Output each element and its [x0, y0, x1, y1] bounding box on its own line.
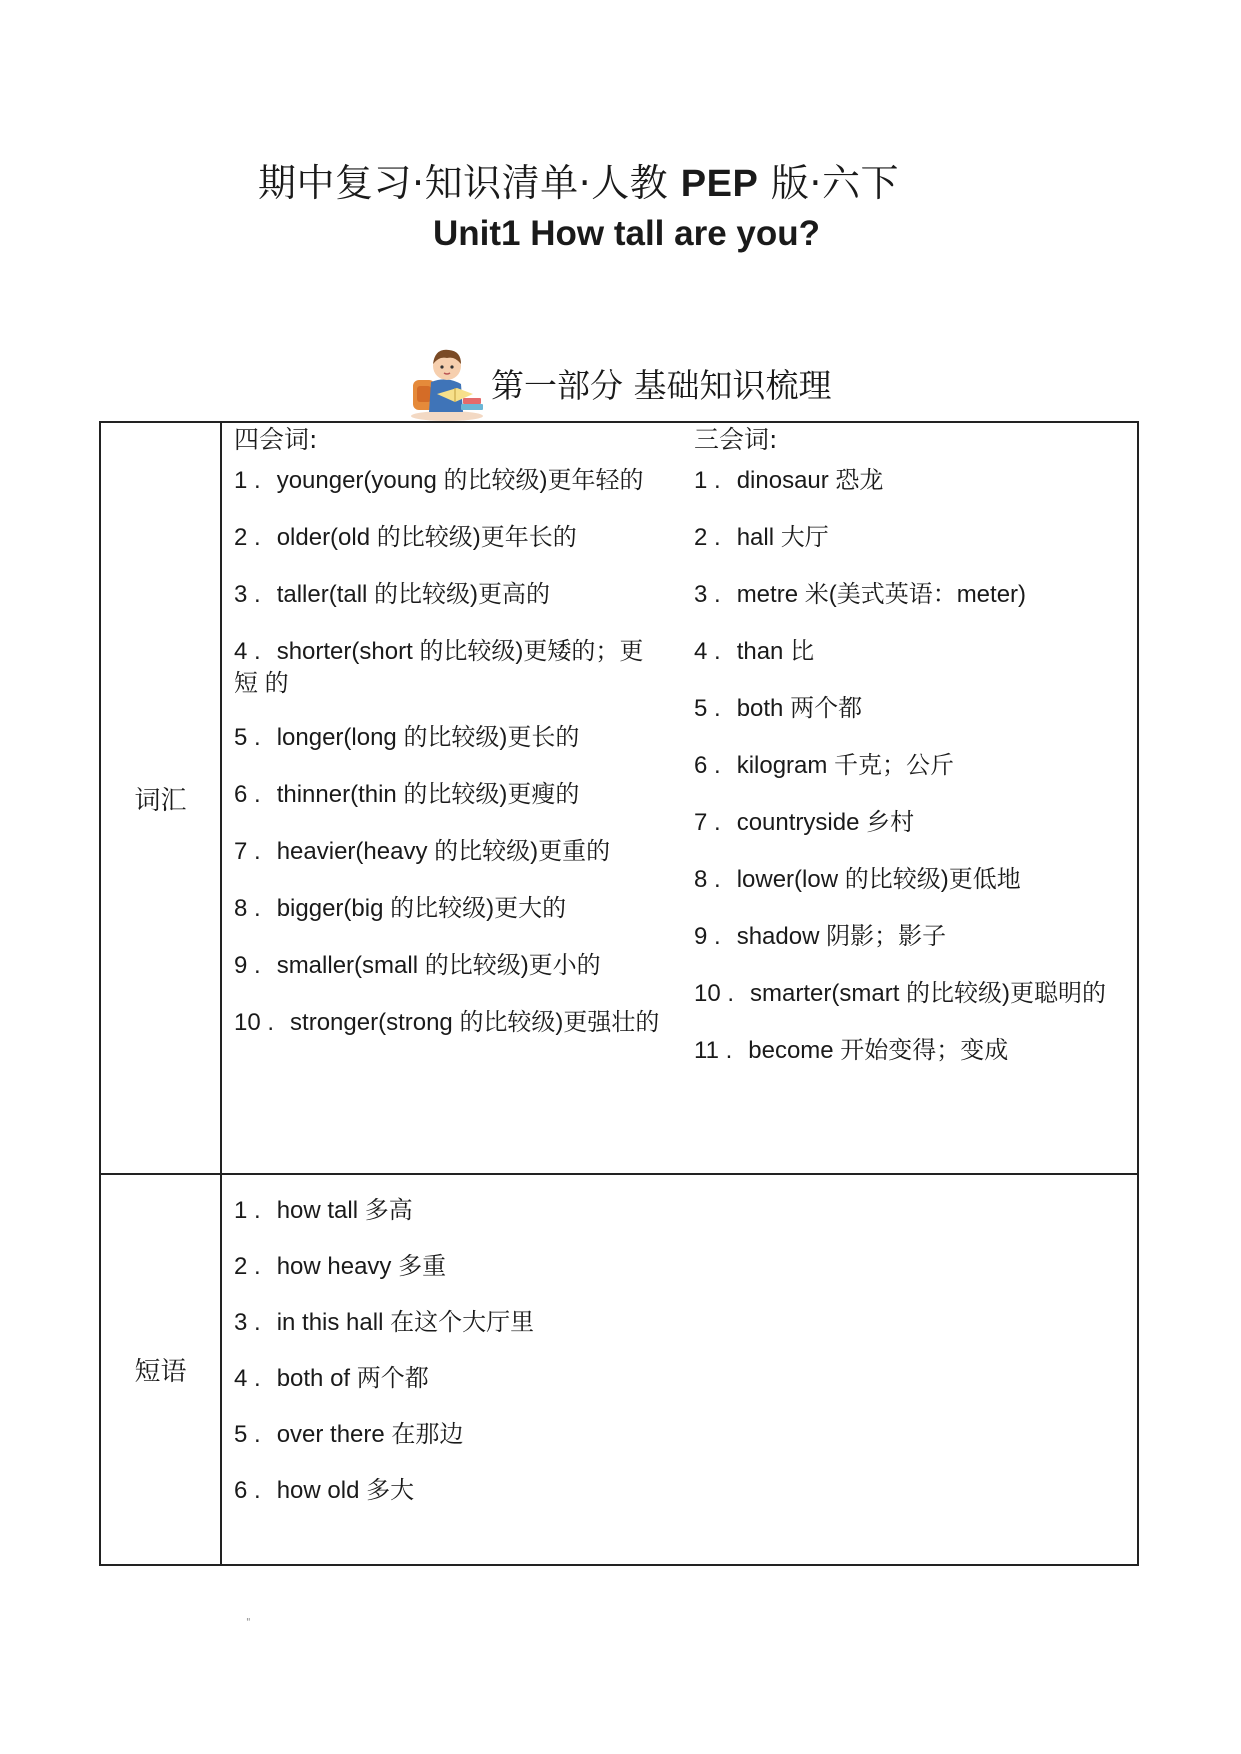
- list-item: 4 . both of 两个都: [234, 1365, 429, 1392]
- list-item: 6 . kilogram 千克；公斤: [694, 752, 955, 779]
- list-item: 2 . older(old 的比较级)更年长的: [234, 524, 577, 551]
- phrase-label: 短语: [100, 1174, 221, 1565]
- reading-kid-icon: [403, 342, 487, 422]
- list-item: 5 . longer(long 的比较级)更长的: [234, 724, 580, 751]
- list-item: 4 . shorter(short 的比较级)更矮的；更 短 的: [234, 638, 644, 697]
- list-item: 4 . than 比: [694, 638, 815, 665]
- list-item: 6 . thinner(thin 的比较级)更瘦的: [234, 781, 580, 808]
- list-item: 8 . lower(low 的比较级)更低地: [694, 866, 1021, 893]
- list-item: 3 . taller(tall 的比较级)更高的: [234, 581, 551, 608]
- list-item: 8 . bigger(big 的比较级)更大的: [234, 895, 567, 922]
- list-item: 5 . over there 在那边: [234, 1421, 464, 1448]
- list-item: 11 . become 开始变得；变成: [694, 1037, 1009, 1064]
- four-skill-words: [234, 425, 694, 1092]
- list-item: 6 . how old 多大: [234, 1477, 415, 1504]
- list-item: 1 . how tall 多高: [234, 1197, 413, 1224]
- list-item: 1 . younger(young 的比较级)更年轻的: [234, 467, 644, 494]
- vocab-label: 词汇: [100, 422, 221, 1174]
- list-item: 5 . both 两个都: [694, 695, 863, 722]
- list-item: 7 . countryside 乡村: [694, 809, 915, 836]
- phrase-content: [221, 1174, 1138, 1565]
- list-item: 3 . in this hall 在这个大厅里: [234, 1309, 535, 1336]
- list-item: 10 . smarter(smart 的比较级)更聪明的: [694, 980, 1107, 1007]
- list-item: 10 . stronger(strong 的比较级)更强壮的: [234, 1009, 660, 1036]
- list-item: 9 . shadow 阴影；影子: [694, 923, 947, 950]
- list-item: 2 . hall 大厅: [694, 524, 829, 551]
- three-skill-heading: 三会词:: [694, 425, 778, 454]
- list-item: 1 . dinosaur 恐龙: [694, 467, 884, 494]
- section-title: 第一部分 基础知识梳理: [491, 366, 832, 405]
- page-mark: ": [246, 1617, 251, 1628]
- unit-title: Unit1 How tall are you?: [433, 214, 820, 253]
- list-item: 7 . heavier(heavy 的比较级)更重的: [234, 838, 611, 865]
- title-cn-bold: PEP: [680, 163, 759, 205]
- document-title-cn: [258, 152, 899, 207]
- list-item: 2 . how heavy 多重: [234, 1253, 447, 1280]
- phrase-row: [100, 1174, 1138, 1565]
- title-cn-part1: 期中复习·知识清单·人教: [258, 161, 681, 205]
- vocab-row: [100, 422, 1138, 1174]
- list-item: 9 . smaller(small 的比较级)更小的: [234, 952, 601, 979]
- three-skill-words: [694, 425, 1134, 1092]
- list-item: 3 . metre 米(美式英语：meter): [694, 581, 1027, 608]
- title-cn-part2: 版·六下: [758, 161, 899, 205]
- knowledge-table: [99, 421, 1139, 1566]
- four-skill-heading: 四会词:: [234, 425, 318, 454]
- vocab-content: [221, 422, 1138, 1174]
